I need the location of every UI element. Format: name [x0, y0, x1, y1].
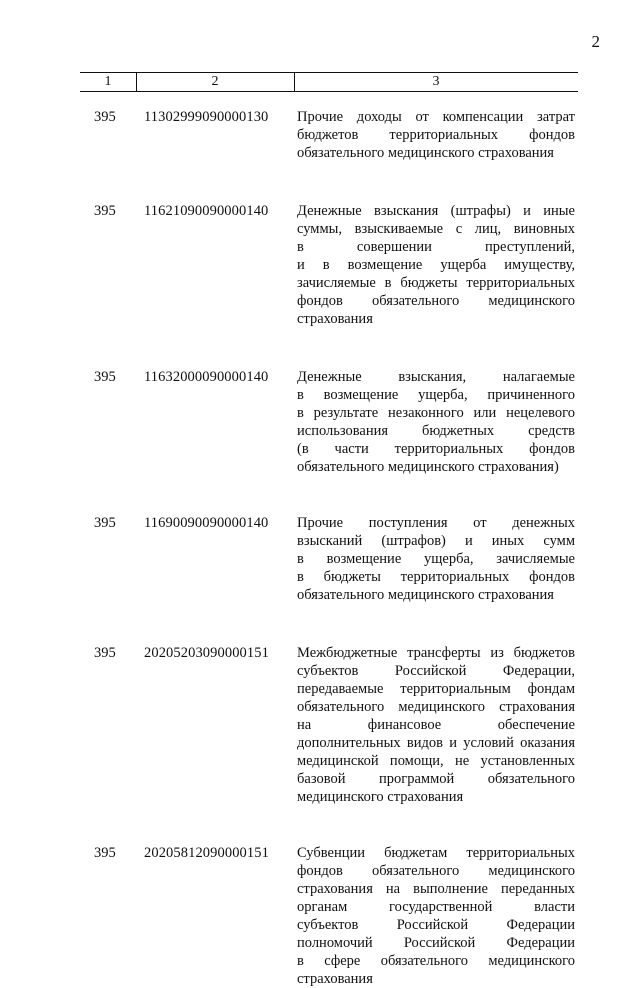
description-line: субъектов Российской Федерации, — [297, 663, 575, 679]
description-line: суммы, взыскиваемые с лиц, виновных — [297, 221, 575, 237]
table-row — [80, 644, 580, 806]
description-line: страхования на выполнение переданных — [297, 881, 575, 897]
description-line: (в части территориальных фондов — [297, 441, 575, 457]
budget-classification-code: 20205812090000151 — [144, 845, 269, 861]
description-line: зачисляемые в бюджеты территориальных — [297, 275, 575, 291]
header-col-3: 3 — [432, 74, 440, 89]
description-line: в бюджеты территориальных фондов — [297, 569, 575, 585]
budget-classification-code: 11621090090000140 — [144, 203, 269, 219]
income-description — [297, 108, 575, 162]
table-row — [80, 368, 580, 476]
description-line: передаваемые территориальным фондам — [297, 681, 575, 697]
description-line: медицинской помощи, не установленных — [297, 753, 575, 769]
income-description — [297, 514, 575, 604]
budget-classification-code: 20205203090000151 — [144, 645, 269, 661]
admin-code: 395 — [94, 645, 116, 661]
admin-code: 395 — [94, 203, 116, 219]
description-line: полномочий Российской Федерации — [297, 935, 575, 951]
description-line: в возмещение ущерба, зачисляемые — [297, 551, 575, 567]
description-line: фондов обязательного медицинского — [297, 863, 575, 879]
table-row — [80, 844, 580, 988]
description-line: использования бюджетных средств — [297, 423, 575, 439]
description-line: органам государственной власти — [297, 899, 575, 915]
budget-classification-code: 11690090090000140 — [144, 515, 269, 531]
description-line: базовой программой обязательного — [297, 771, 575, 787]
description-line: Прочие поступления от денежных — [297, 515, 575, 531]
description-line: бюджетов территориальных фондов — [297, 127, 575, 143]
admin-code: 395 — [94, 109, 116, 125]
admin-code: 395 — [94, 369, 116, 385]
description-line: в результате незаконного или нецелевого — [297, 405, 575, 421]
description-line: обязательного медицинского страхования) — [297, 459, 559, 475]
description-line: субъектов Российской Федерации — [297, 917, 575, 933]
description-line: Межбюджетные трансферты из бюджетов — [297, 645, 575, 661]
description-line: в возмещение ущерба, причиненного — [297, 387, 575, 403]
table-row — [80, 514, 580, 604]
header-col-2: 2 — [136, 73, 295, 91]
admin-code: 395 — [94, 845, 116, 861]
header-col-1: 1 — [80, 73, 137, 91]
table-header — [80, 72, 578, 92]
page-number: 2 — [591, 32, 600, 51]
description-line: Прочие доходы от компенсации затрат — [297, 109, 575, 125]
description-line: в совершении преступлений, — [297, 239, 575, 255]
description-line: в сфере обязательного медицинского — [297, 953, 575, 969]
description-line: взысканий (штрафов) и иных сумм — [297, 533, 575, 549]
income-description — [297, 844, 575, 988]
income-description — [297, 202, 575, 328]
table-body — [80, 108, 580, 988]
budget-classification-code: 11632000090000140 — [144, 369, 269, 385]
description-line: медицинского страхования — [297, 789, 464, 805]
description-line: дополнительных видов и условий оказания — [297, 735, 575, 751]
description-line: фондов обязательного медицинского — [297, 293, 575, 309]
budget-classification-code: 11302999090000130 — [144, 109, 269, 125]
description-line: страхования — [297, 311, 373, 327]
description-line: Денежные взыскания (штрафы) и иные — [297, 203, 575, 219]
admin-code: 395 — [94, 515, 116, 531]
description-line: обязательного медицинского страхования — [297, 145, 554, 161]
description-line: обязательного медицинского страхования — [297, 699, 575, 715]
description-line: обязательного медицинского страхования — [297, 587, 554, 603]
description-line: Субвенции бюджетам территориальных — [297, 845, 575, 861]
income-description — [297, 644, 575, 806]
description-line: страхования — [297, 971, 373, 987]
description-line: Денежные взыскания, налагаемые — [297, 369, 575, 385]
description-line: и в возмещение ущерба имуществу, — [297, 257, 575, 273]
description-line: на финансовое обеспечение — [297, 717, 575, 733]
table-row — [80, 202, 580, 328]
income-description — [297, 368, 575, 476]
table-row — [80, 108, 580, 162]
